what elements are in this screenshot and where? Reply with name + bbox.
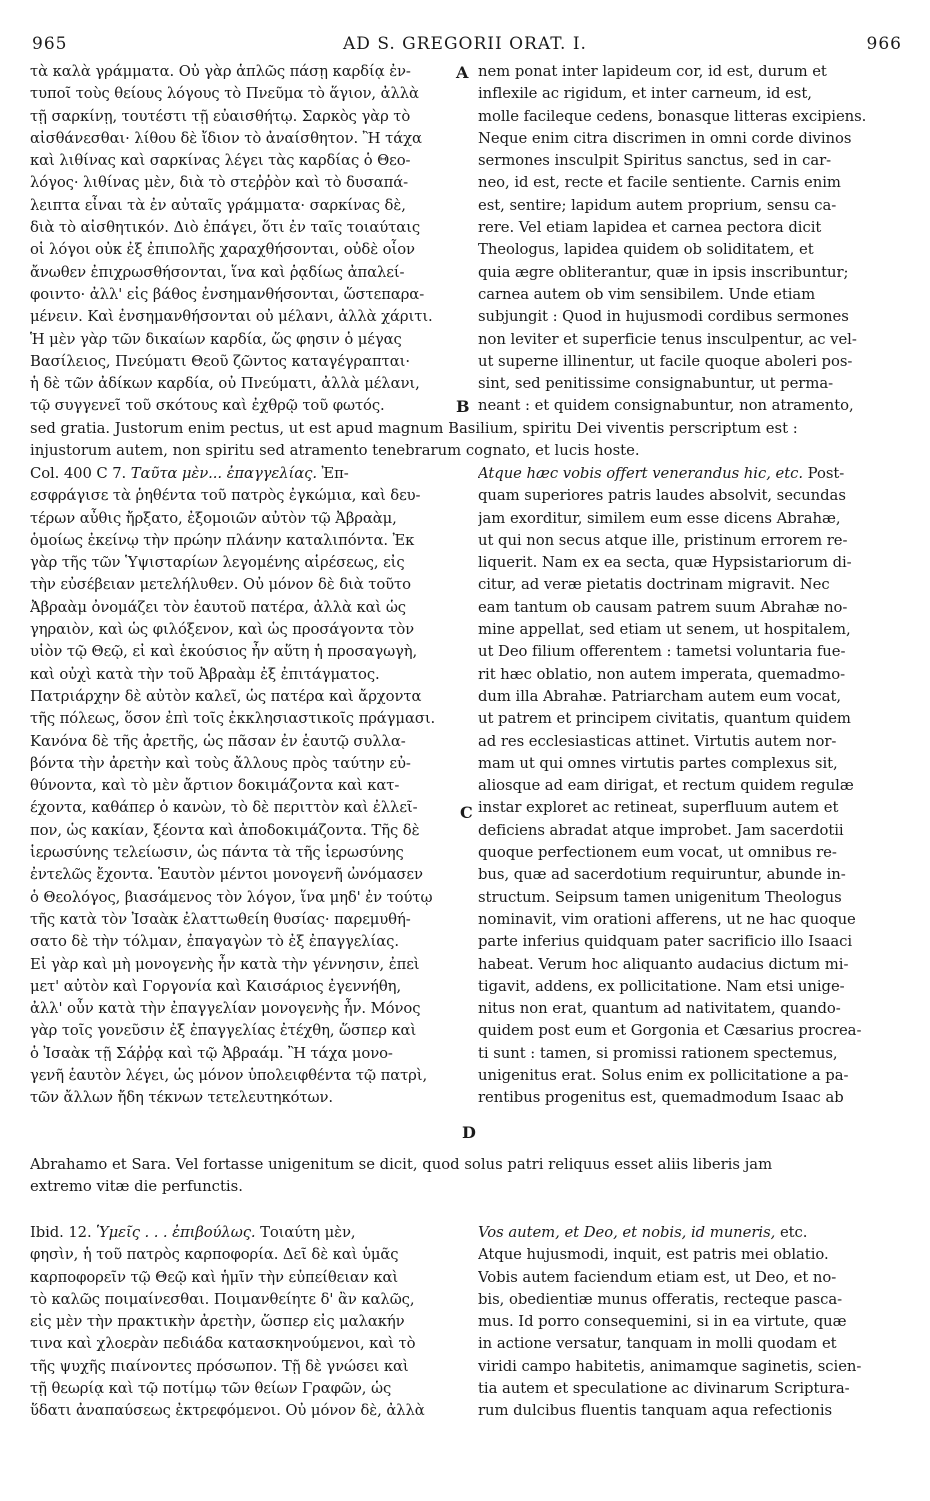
latin-text-line: nem ponat inter lapideum cor, id est, durum et [478, 63, 827, 80]
greek-text-line: καρποφορεῖν τῷ Θεῷ καὶ ἡμῖν τὴν εὐπείθειαν καὶ [30, 1268, 399, 1286]
margin-marker-c: C [460, 803, 473, 822]
greek-text-line: φοιντο· ἀλλ' εἰς βάθος ἐνσημανθήσονται, ὥστεπαρα- [30, 285, 425, 303]
latin-text-line: nitus non erat, quantum ad nativitatem, quando- [478, 1000, 841, 1018]
latin-text-line: ut patrem et principem civitatis, quantum quidem [478, 710, 851, 728]
greek-text-line: τὴν εὐσέβειαν μετελήλυθεν. Οὐ μόνον δὲ διὰ τοῦτο [30, 576, 411, 594]
latin-text-line: neo, id est, recte et facile sentiente. Carnis enim [478, 174, 841, 192]
greek-text-line: τυποῖ τοὺς θείους λόγους τὸ Πνεῦμα τὸ ἅγιον, ἀλλὰ [30, 85, 419, 103]
latin-text-line: ti sunt : tamen, si promissi rationem spectemus, [478, 1044, 838, 1062]
greek-text-line: τῶν ἄλλων ἤδη τέκνων τετελευτηκότων. [30, 1089, 333, 1107]
latin-text-line: quam superiores patris laudes absolvit, secundas [478, 487, 846, 505]
greek-text-line: σατο δὲ τὴν τόλμαν, ἐπαγαγὼν τὸ ἐξ ἐπαγγελίας. [30, 933, 399, 951]
latin-text-line: Neque enim citra discrimen in omni corde divinos [478, 129, 852, 147]
latin-text-line: tigavit, addens, ex pollicitatione. Nam etsi unige- [478, 977, 845, 995]
latin-text-line: ut superne illinentur, ut facile quoque aboleri pos- [478, 352, 853, 370]
greek-text-line: τῇ θεωρίᾳ καὶ τῷ ποτίμῳ τῶν θείων Γραφῶν, ὡς [30, 1380, 392, 1398]
latin-text-line: dum illa Abrahæ. Patriarcham autem eum vocat, [478, 687, 842, 705]
greek-text-line: γηραιὸν, καὶ ὡς φιλόξενον, καὶ ὡς προσάγοντα τὸν [30, 621, 415, 639]
latin-text-line: inflexile ac rigidum, et inter carneum, id est, [478, 85, 812, 103]
latin-text-line: rentibus progenitus est, quemadmodum Isaac ab [478, 1089, 844, 1107]
latin-text-line: mine appellat, sed etiam ut senem, ut hospitalem, [478, 621, 851, 639]
greek-text-line: ὁμοίως ἐκείνῳ τὴν πρώην πλάνην καταλιπόντα. Ἐκ [30, 531, 415, 549]
latin-text-line: jam exorditur, similem eum esse dicens Abrahæ, [478, 509, 841, 527]
greek-lead-rest: Ἐπ- [321, 465, 349, 482]
greek-text-line: εἰς μὲν τὴν πρακτικὴν ἀρετὴν, ὥσπερ εἰς μαλακήν [30, 1313, 405, 1331]
latin-text-line: molle facileque cedens, bonasque litteras excipiens. [478, 107, 867, 125]
greek-text-line: τῆς πόλεως, ὅσον ἐπὶ τοῖς ἐκκλησιαστικοῖς πράγμασι. [30, 710, 436, 728]
greek-reference: Ibid. 12. [30, 1224, 92, 1241]
greek-text-line: Ἀβραὰμ ὀνομάζει τὸν ἑαυτοῦ πατέρα, ἀλλὰ καὶ ὡς [30, 598, 406, 616]
latin-text-line: Vobis autem faciendum etiam est, ut Deo, et no- [478, 1268, 837, 1286]
latin-text-line: sermones insculpit Spiritus sanctus, sed in car- [478, 152, 832, 170]
latin-text-line: mus. Id porro consequemini, si in ea virtute, quæ [478, 1313, 847, 1331]
greek-text-line: ὁ Θεολόγος, βιασάμενος τὸν λόγον, ἵνα μηδ' ἐν τούτῳ [30, 888, 433, 906]
greek-text-line: τὸ καλῶς ποιμαίνεσθαι. Ποιμανθείητε δ' ἂν καλῶς, [30, 1290, 415, 1308]
greek-text-line: τῷ συγγενεῖ τοῦ σκότους καὶ ἐχθρῷ τοῦ φωτός. [30, 397, 385, 415]
latin-text-line: carnea autem ob vim sensibilem. Unde etiam [478, 285, 816, 303]
left-page-number: 965 [32, 34, 68, 54]
block3-latin-lead-line [478, 1222, 906, 1244]
greek-text-line: έχοντα, καθάπερ ὁ κανὼν, τὸ δὲ περιττὸν καὶ ἐλλεῖ- [30, 799, 418, 817]
block1-latin-column [478, 61, 906, 418]
greek-text-line: Κανόνα δὲ τῆς ἀρετῆς, ὡς πᾶσαν ἐν ἑαυτῷ συλλα- [30, 732, 406, 750]
greek-text-line: τινα καὶ χλοερὰν πεδιάδα κατασκηνούμενοι, καὶ τὸ [30, 1335, 416, 1353]
latin-text-line: ad res ecclesiasticas attinet. Virtutis autem nor- [478, 732, 837, 750]
latin-text-line: liquerit. Nam ex ea secta, quæ Hypsistariorum di- [478, 554, 852, 572]
latin-text-line: neant : et quidem consignabuntur, non atramento, [478, 397, 854, 415]
greek-text-line: γὰρ τοῖς γονεῦσιν ἐξ ἐπαγγελίας ἐτέχθη, ὥσπερ καὶ [30, 1022, 417, 1040]
greek-lead-rest: Τοιαύτη μὲν, [260, 1224, 356, 1241]
greek-text-line: εσφράγισε τὰ ῥηθέντα τοῦ πατρὸς ἐγκώμια, καὶ δευ- [30, 487, 421, 505]
latin-text-line: ut qui non secus atque ille, pristinum errorem re- [478, 531, 848, 549]
greek-text-line: τῇ σαρκίνῃ, τουτέστι τῇ εὐαισθήτῳ. Σαρκὸς γὰρ τὸ [30, 107, 411, 125]
greek-text-line: φησὶν, ἡ τοῦ πατρὸς καρποφορία. Δεῖ δὲ καὶ ὑμᾶς [30, 1246, 399, 1264]
full-width-line: Abrahamo et Sara. Vel fortasse unigenitum se dicit, quod solus patri reliquus esset aliis liberis jam [30, 1156, 773, 1173]
block2-greek-column [30, 463, 466, 1110]
latin-text-line: sint, sed penitissime consignabuntur, ut perma- [478, 375, 834, 393]
latin-text-line: est, sentire; lapidum autem proprium, sensu ca- [478, 196, 837, 214]
latin-text-line: subjungit : Quod in hujusmodi cordibus sermones [478, 308, 849, 326]
latin-lead-rest: Post- [807, 465, 845, 482]
latin-text-line: deficiens abradat atque improbet. Jam sacerdotii [478, 821, 844, 839]
greek-text-line: καὶ λιθίνας καὶ σαρκίνας λέγει τὰς καρδίας ὁ Θεο- [30, 152, 411, 170]
greek-text-line: τέρων αὖθις ἤρξατο, ἐξομοιῶν αὐτὸν τῷ Ἀβραὰμ, [30, 509, 397, 527]
latin-lemma: Vos autem, et Deo, et nobis, id muneris, [478, 1224, 776, 1241]
greek-text-line: ὕδατι ἀναπαύσεως ἐκτρεφόμενοι. Οὐ μόνον δὲ, ἀλλὰ [30, 1402, 425, 1420]
latin-text-line: aliosque ad eam dirigat, et rectum quidem regulæ [478, 777, 854, 795]
latin-text-line: non leviter et superficie tenus insculpentur, ac vel- [478, 330, 857, 348]
greek-text-line: αἰσθάνεσθαι· λίθου δὲ ἴδιον τὸ ἀναίσθητον. Ἢ τάχα [30, 129, 422, 147]
running-title: AD S. GREGORII ORAT. I. [343, 34, 587, 54]
block2-greek-lead-line [30, 463, 466, 485]
latin-text-line: habeat. Verum hoc aliquanto audacius dictum mi- [478, 955, 849, 973]
greek-text-line: βόντα τὴν ἀρετὴν καὶ τοὺς ἄλλους πρὸς ταύτην εὐ- [30, 754, 411, 772]
right-page-number: 966 [866, 34, 902, 54]
greek-text-line: Ἡ μὲν γὰρ τῶν δικαίων καρδία, ὥς φησιν ὁ μέγας [30, 330, 402, 348]
margin-marker-b: B [456, 397, 470, 416]
block3-greek-lead-line [30, 1222, 466, 1244]
latin-lead-rest: etc. [779, 1224, 808, 1241]
greek-text-line: ἄνωθεν ἐπιχρωσθήσονται, ἵνα καὶ ῥᾳδίως ἀπαλεί- [30, 263, 405, 281]
latin-text-line: rum dulcibus fluentis tanquam aqua refectionis [478, 1402, 833, 1420]
greek-text-line: ὁ Ἰσαὰκ τῇ Σάῤῥᾳ καὶ τῷ Ἀβραάμ. Ἢ τάχα μονο- [30, 1044, 393, 1062]
block3-greek-column [30, 1222, 466, 1423]
greek-text-line: καὶ οὐχὶ κατὰ τὴν τοῦ Ἀβραὰμ ἐξ ἐπιτάγματος. [30, 665, 380, 683]
greek-text-line: τῆς κατὰ τὸν Ἰσαὰκ ἐλαττωθείη θυσίας· παρεμυθή- [30, 910, 411, 928]
latin-text-line: eam tantum ob causam patrem suum Abrahæ no- [478, 598, 848, 616]
latin-lemma: Atque hæc vobis offert venerandus hic, etc. [478, 465, 804, 482]
greek-text-line: διὰ τὸ αἰσθητικόν. Διὸ ἐπάγει, ὅτι ἐν ταῖς τοιαύταις [30, 219, 421, 237]
latin-text-line: in actione versatur, tanquam in molli quodam et [478, 1335, 837, 1353]
greek-text-line: ἀλλ' οὖν κατὰ τὴν ἐπαγγελίαν μονογενὴς ἦν. Μόνος [30, 1000, 421, 1018]
latin-text-line: bis, obedientiæ munus offeratis, recteque pasca- [478, 1290, 843, 1308]
latin-text-line: quoque perfectionem eum vocat, ut omnibus re- [478, 844, 837, 862]
margin-marker-d: D [462, 1123, 476, 1142]
greek-text-line: τῆς ψυχῆς πιαίνοντες πρόσωπον. Τῇ δὲ γνώσει καὶ [30, 1357, 409, 1375]
greek-text-line: γὰρ τῆς τῶν Ὑψισταρίων λεγομένης αἱρέσεως, εἰς [30, 554, 405, 572]
greek-text-line: ἐντελῶς ἔχοντα. Ἑαυτὸν μέντοι μονογενῆ ὠνόμασεν [30, 866, 423, 884]
greek-text-line: πον, ὡς κακίαν, ξέοντα καὶ ἀποδοκιμάζοντα. Τῆς δὲ [30, 821, 420, 839]
latin-text-line: quidem post eum et Gorgonia et Cæsarius procrea- [478, 1022, 862, 1040]
latin-text-line: citur, ad veræ pietatis doctrinam migravit. Nec [478, 576, 830, 594]
block2-latin-lead-line [478, 463, 906, 485]
greek-text-line: μετ' αὐτὸν καὶ Γοργονία καὶ Καισάριος ἐγεννήθη, [30, 977, 402, 995]
latin-text-line: rere. Vel etiam lapidea et carnea pectora dicit [478, 219, 822, 237]
latin-text-line: rit hæc oblatio, non autem imperata, quemadmo- [478, 665, 846, 683]
greek-text-line: γενῆ ἑαυτὸν λέγει, ὡς μόνον ὑπολειφθέντα τῷ πατρὶ, [30, 1067, 428, 1085]
block1-full-width-text [30, 418, 902, 463]
greek-text-line: λειπτα εἶναι τὰ ἐν αὐταῖς γράμματα· σαρκίνας δὲ, [30, 196, 406, 214]
latin-text-line: instar exploret ac retineat, superfluum autem et [478, 799, 839, 817]
greek-text-line: τὰ καλὰ γράμματα. Οὐ γὰρ ἁπλῶς πάσῃ καρδίᾳ ἐν- [30, 63, 411, 80]
page-header [0, 0, 930, 58]
greek-text-line: Πατριάρχην δὲ αὐτὸν καλεῖ, ὡς πατέρα καὶ ἄρχοντα [30, 687, 422, 705]
latin-text-line: bus, quæ ad sacerdotium requiruntur, abunde in- [478, 866, 846, 884]
greek-reference: Col. 400 C 7. [30, 465, 127, 482]
block2-latin-column [478, 463, 906, 1110]
latin-text-line: tia autem et speculatione ac divinarum Scriptura- [478, 1380, 850, 1398]
greek-text-line: θύνοντα, καὶ τὸ μὲν ἄρτιον δοκιμάζοντα καὶ κατ- [30, 777, 400, 795]
full-width-line: injustorum autem, non spiritu sed atramento tenebrarum cognato, et lucis hoste. [30, 442, 640, 460]
full-width-line: sed gratia. Justorum enim pectus, ut est apud magnum Basilium, spiritu Dei viventis perscriptum est : [30, 420, 798, 437]
block2-full-width-text [30, 1154, 902, 1199]
greek-text-line: Εἰ γὰρ καὶ μὴ μονογενὴς ἦν κατὰ τὴν γέννησιν, ἐπεὶ [30, 955, 420, 973]
greek-text-line: ἱερωσύνης τελείωσιν, ὡς πάντα τὰ τῆς ἱερωσύνης [30, 844, 404, 862]
latin-text-line: nominavit, vim orationi afferens, ut ne hac quoque [478, 910, 856, 928]
greek-text-line: υἱὸν τῷ Θεῷ, εἰ καὶ ἑκούσιος ἦν αὕτη ἡ προσαγωγὴ, [30, 643, 418, 661]
greek-text-line: ἡ δὲ τῶν ἀδίκων καρδία, οὐ Πνεύματι, ἀλλὰ μέλανι, [30, 375, 420, 393]
latin-text-line: structum. Seipsum tamen unigenitum Theologus [478, 888, 842, 906]
block1-greek-column [30, 61, 469, 418]
greek-text-line: οἱ λόγοι οὐκ ἐξ ἐπιπολῆς χαραχθήσονται, οὐδὲ οἷον [30, 241, 415, 259]
latin-text-line: quia ægre obliterantur, quæ in ipsis inscribuntur; [478, 263, 849, 281]
margin-marker-a: A [456, 63, 469, 82]
latin-text-line: Atque hujusmodi, inquit, est patris mei oblatio. [478, 1246, 829, 1264]
block3-latin-column [478, 1222, 906, 1423]
latin-text-line: viridi campo habitetis, animamque saginetis, scien- [478, 1357, 862, 1375]
greek-text-line: λόγος· λιθίνας μὲν, διὰ τὸ στεῤῥὸν καὶ τὸ δυσαπά- [30, 174, 409, 192]
latin-text-line: Theologus, lapidea quidem ob soliditatem, et [478, 241, 814, 259]
greek-text-line: Βασίλειος, Πνεύματι Θεοῦ ζῶντος καταγέγραπται· [30, 352, 410, 370]
latin-text-line: mam ut qui omnes virtutis partes complexus sit, [478, 754, 838, 772]
latin-text-line: ut Deo filium offerentem : tametsi voluntaria fue- [478, 643, 846, 661]
greek-lemma: Ταῦτα μὲν... ἐπαγγελίας. [130, 465, 317, 482]
greek-lemma: Ὑμεῖς . . . ἐπιβούλως. [96, 1224, 256, 1241]
full-width-line: extremo vitæ die perfunctis. [30, 1178, 243, 1196]
greek-text-line: μένειν. Καὶ ἐνσημανθήσονται οὐ μέλανι, ἀλλὰ χάριτι. [30, 308, 433, 326]
latin-text-line: parte inferius quidquam pater sacrificio illo Isaaci [478, 933, 853, 951]
latin-text-line: unigenitus erat. Solus enim ex pollicitatione a pa- [478, 1067, 849, 1085]
